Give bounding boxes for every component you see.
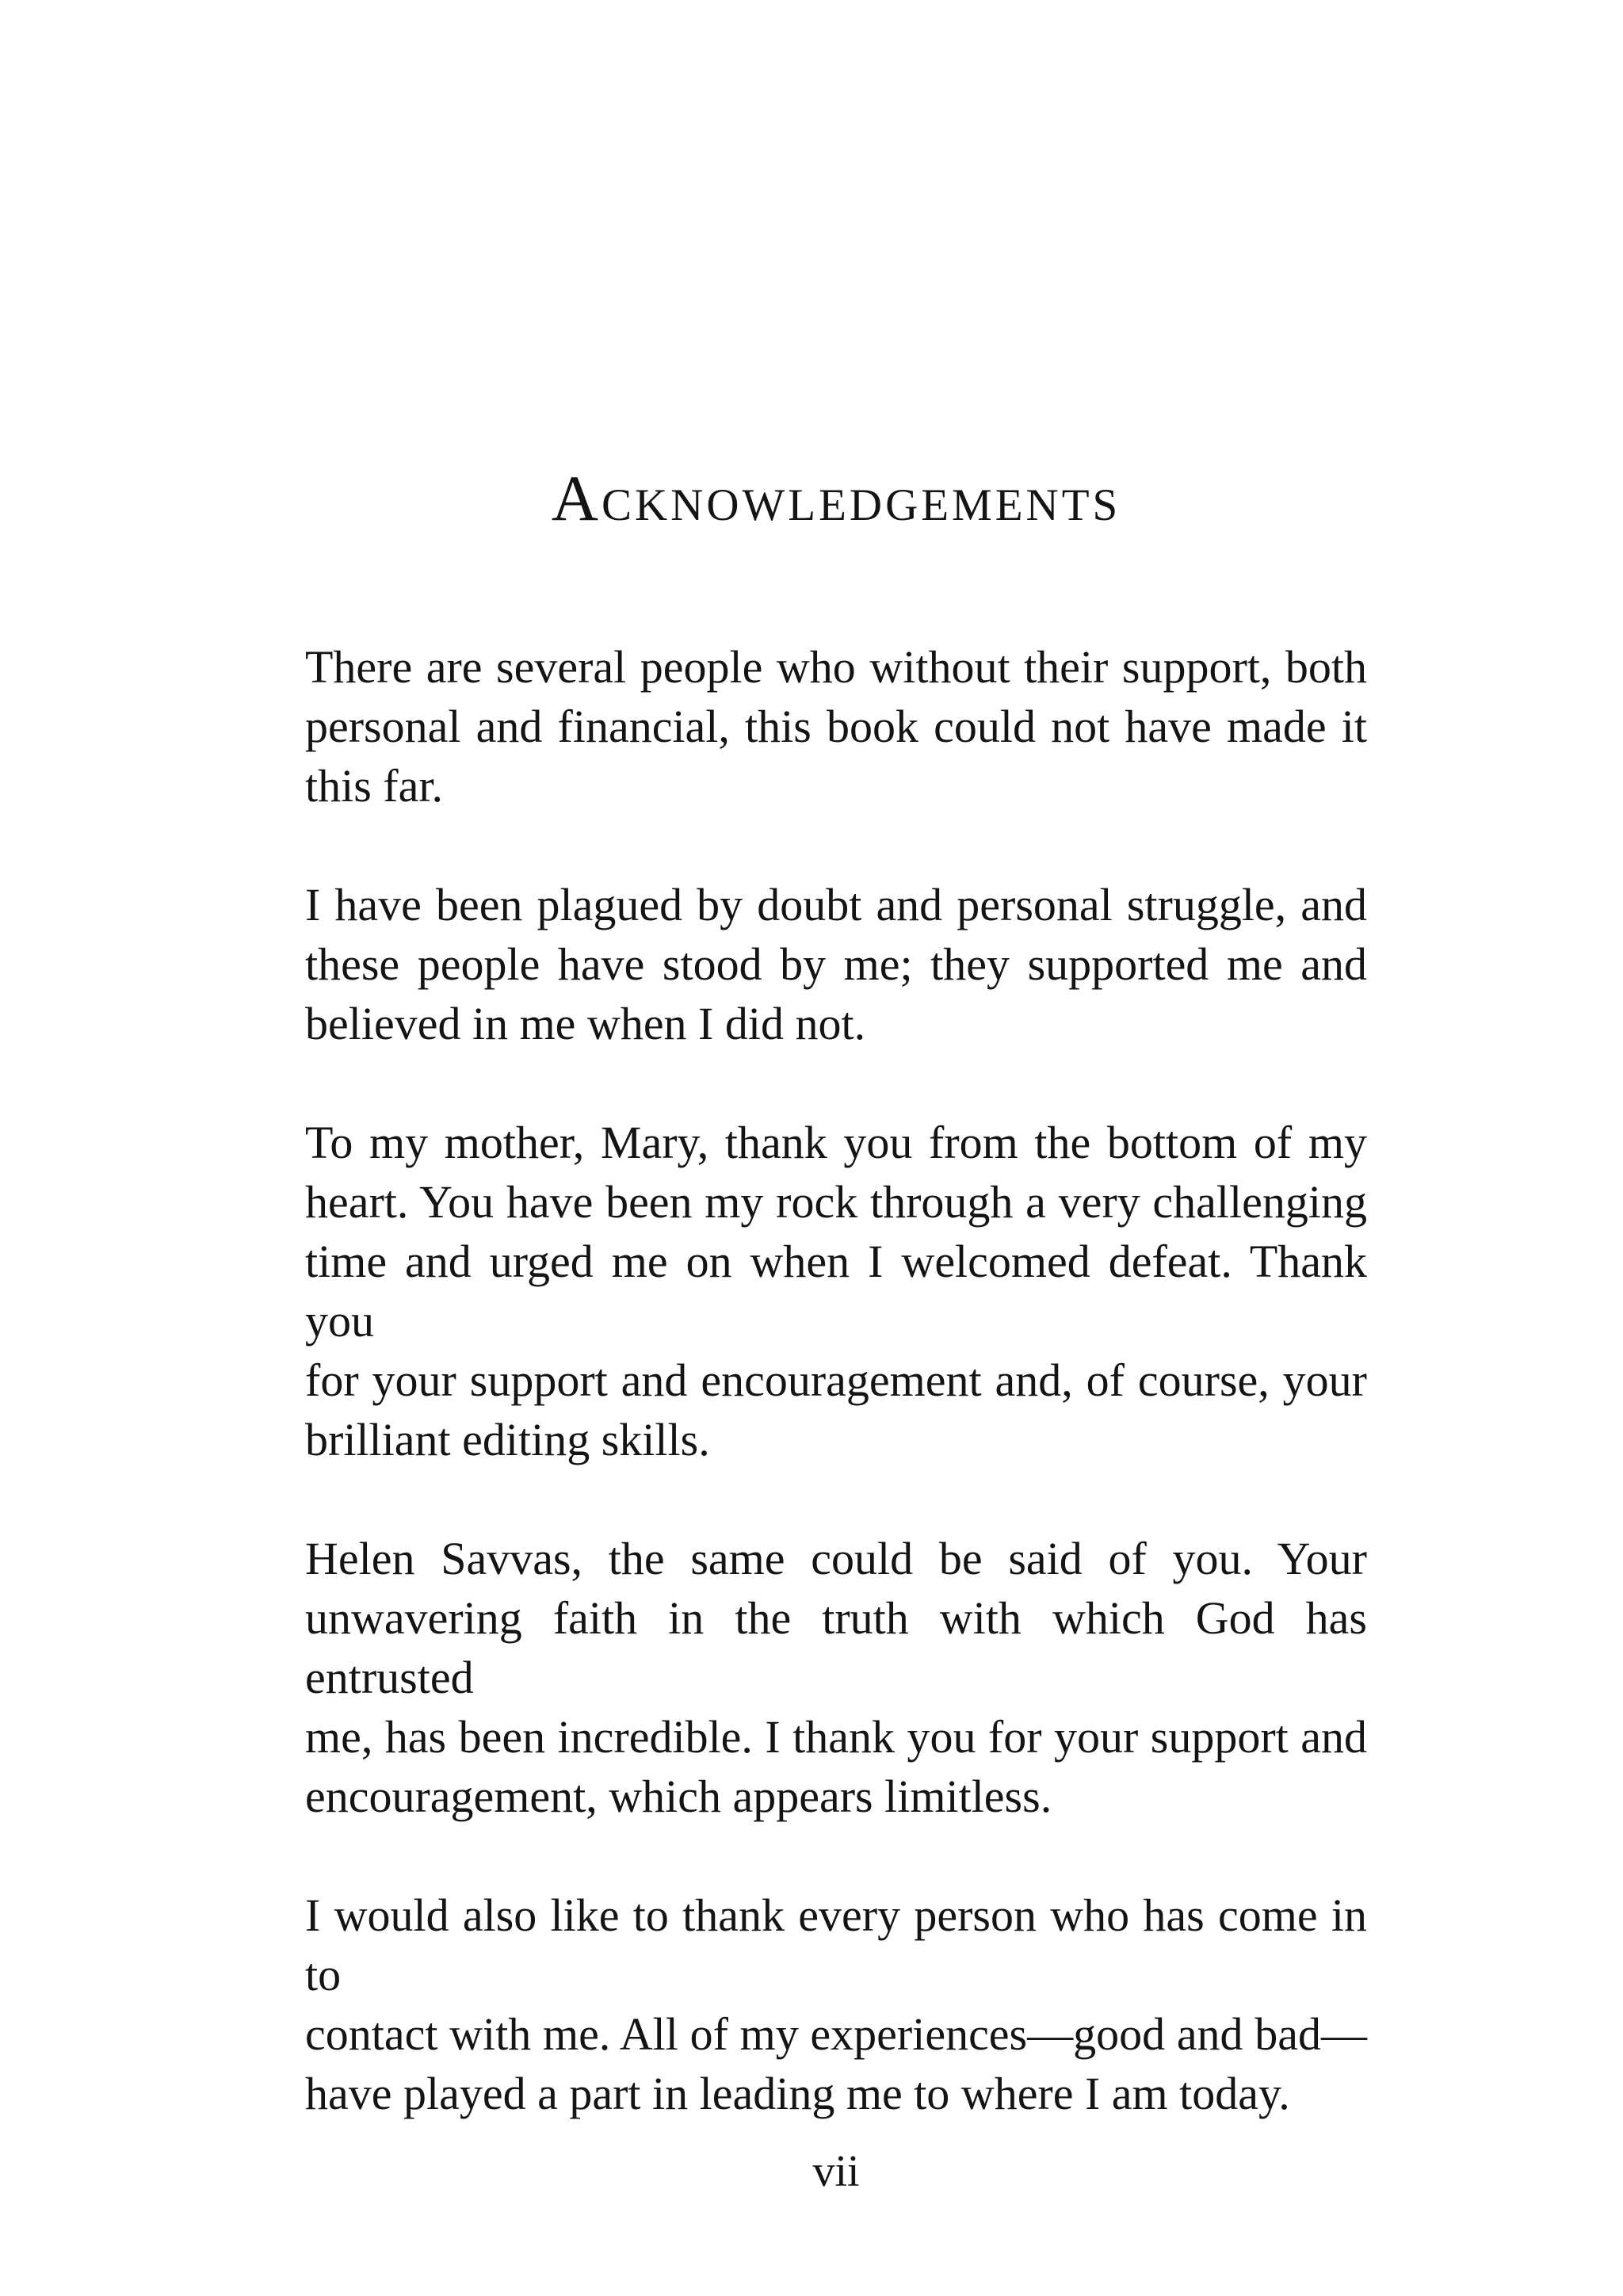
text-line: heart. You have been my rock through a very challenging [305,1176,1367,1228]
paragraph [305,637,1367,816]
text-line: unwavering faith in the truth with which God has entrusted [305,1592,1367,1703]
paragraph [305,875,1367,1053]
text-line: have played a part in leading me to where I am today. [305,2068,1290,2119]
text-line: believed in me when I did not. [305,998,866,1049]
text-line: brilliant editing skills. [305,1414,710,1465]
paragraph [305,1113,1367,1469]
paragraph [305,1885,1367,2123]
text-line: encouragement, which appears limitless. [305,1771,1052,1822]
text-line: Helen Savvas, the same could be said of you. Your [305,1533,1367,1584]
text-line: To my mother, Mary, thank you from the bottom of my [305,1117,1367,1168]
text-line: these people have stood by me; they supported me and [305,938,1367,990]
text-line: contact with me. All of my experiences—good and bad— [305,2008,1367,2060]
text-line: personal and financial, this book could not have made it [305,701,1367,752]
text-line: time and urged me on when I welcomed defeat. Thank you [305,1236,1367,1347]
text-line: There are several people who without their support, both [305,641,1367,693]
text-line: for your support and encouragement and, of course, your [305,1354,1367,1406]
paragraph [305,1529,1367,1826]
text-line: I have been plagued by doubt and personal struggle, and [305,879,1367,930]
text-line: I would also like to thank every person who has come in to [305,1889,1367,2000]
text-line: this far. [305,760,443,812]
body-paragraphs [305,637,1367,2123]
text-line: me, has been incredible. I thank you for your support and [305,1711,1367,1763]
page-number: vii [812,2147,860,2196]
page-title: Acknowledgements [551,462,1121,534]
